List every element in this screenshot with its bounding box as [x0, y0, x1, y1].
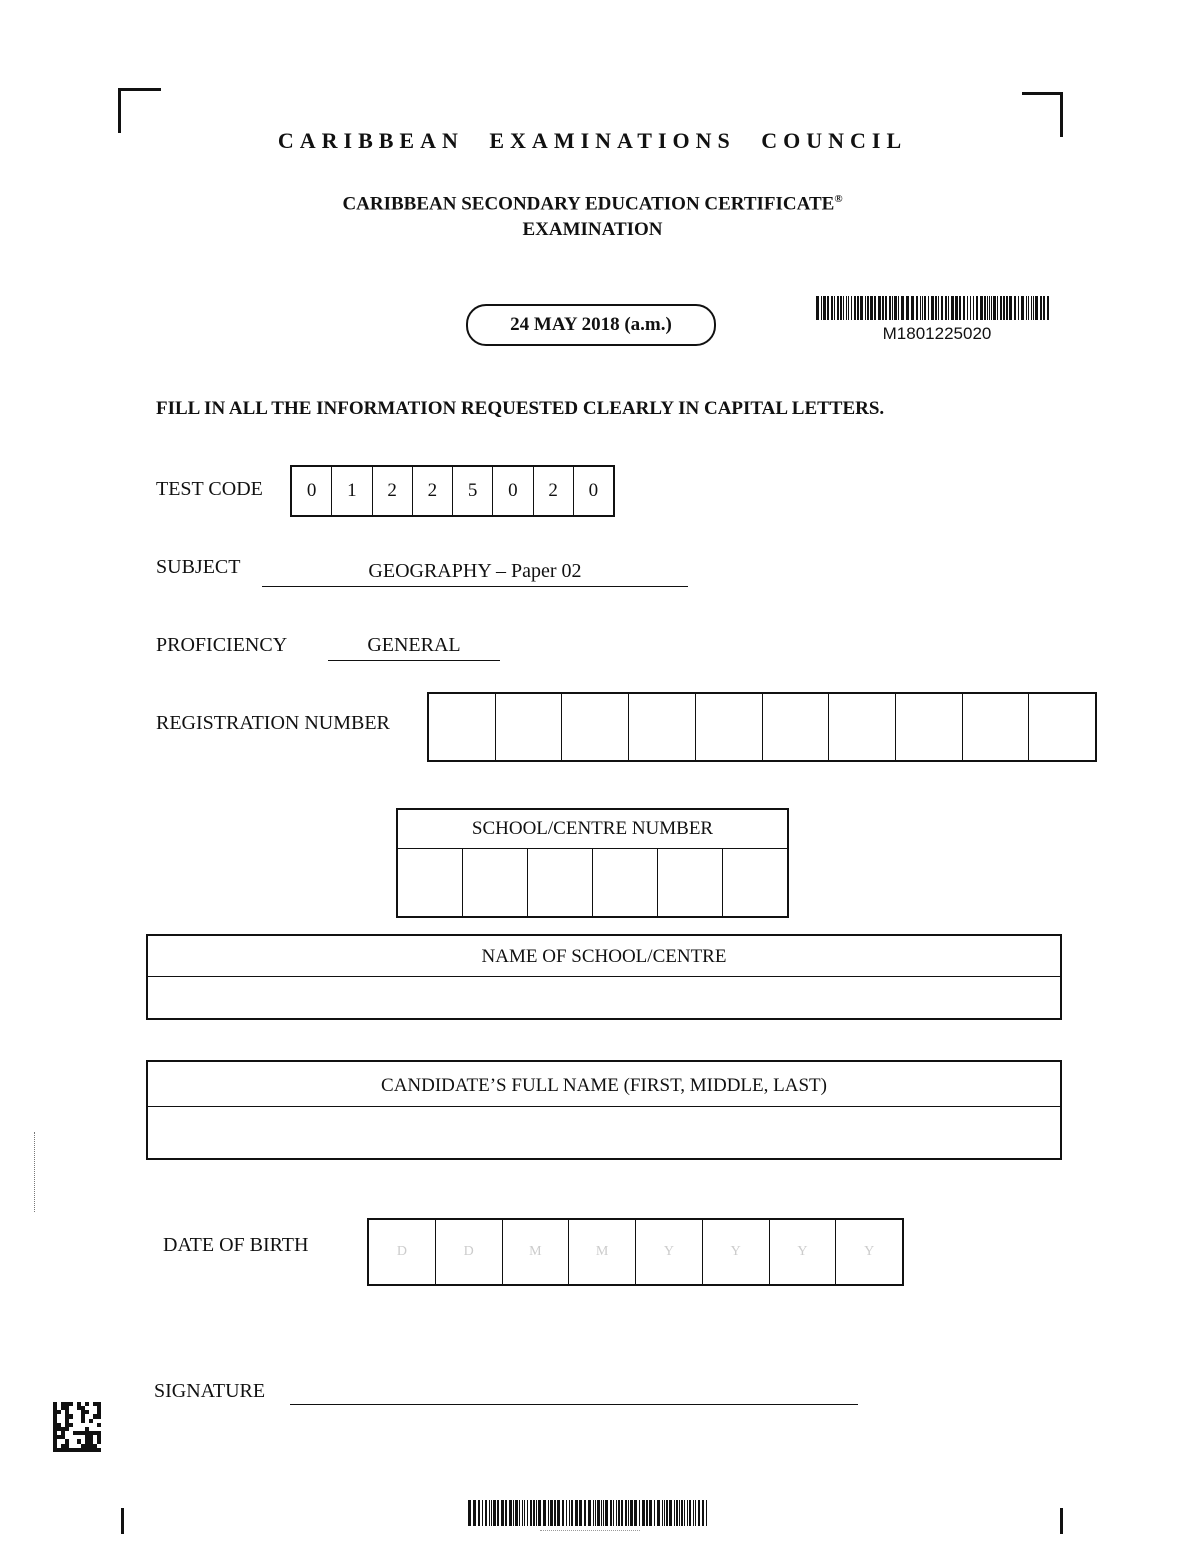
barcode-bar [509, 1500, 512, 1526]
dob-box-month[interactable]: M [569, 1220, 636, 1284]
barcode-bar [843, 296, 844, 320]
margin-dotted-line [34, 1132, 35, 1212]
dob-box-year[interactable]: Y [703, 1220, 770, 1284]
barcode-bar [948, 296, 949, 320]
barcode-bar [894, 296, 897, 320]
barcode-bar [522, 1500, 523, 1526]
barcode-bar [920, 296, 921, 320]
barcode-bar [865, 296, 866, 320]
barcode-bar [867, 296, 869, 320]
test-code-digit: 5 [453, 467, 493, 515]
barcode-bar [610, 1500, 612, 1526]
barcode-bar [1043, 296, 1045, 320]
barcode-bar [695, 1500, 696, 1526]
corner-mark-bottom-right [1060, 1508, 1063, 1534]
barcode-bar [898, 296, 899, 320]
registration-number-label: REGISTRATION NUMBER [156, 712, 390, 734]
barcode-bar [618, 1500, 620, 1526]
barcode-bar [1021, 296, 1024, 320]
barcode-bar [628, 1500, 629, 1526]
school-centre-number-label: SCHOOL/CENTRE NUMBER [398, 810, 787, 849]
barcode-bar [579, 1500, 582, 1526]
school-centre-number-table [396, 808, 789, 918]
certificate-line-1: CARIBBEAN SECONDARY EDUCATION CERTIFICATE [342, 193, 835, 215]
barcode-bar [482, 1500, 483, 1526]
registration-digit-box[interactable] [896, 694, 963, 760]
barcode-bar [536, 1500, 537, 1526]
barcode-bottom-dots [540, 1530, 640, 1531]
barcode-bar [1033, 296, 1034, 320]
test-code-boxes [290, 465, 615, 517]
registration-digit-box[interactable] [496, 694, 563, 760]
barcode-number: M1801225020 [882, 324, 992, 343]
barcode-bar [679, 1500, 680, 1526]
barcode-bar [1006, 296, 1008, 320]
barcode-bottom [468, 1500, 714, 1526]
barcode-bar [548, 1500, 549, 1526]
barcode-bar [821, 296, 822, 320]
dob-box-year[interactable]: Y [636, 1220, 703, 1284]
barcode-bar [963, 296, 965, 320]
barcode-bar [959, 296, 961, 320]
barcode-bar [906, 296, 909, 320]
school-name-label: NAME OF SCHOOL/CENTRE [148, 936, 1060, 977]
barcode-bar [870, 296, 873, 320]
barcode-bar [892, 296, 893, 320]
dob-box-year[interactable]: Y [770, 1220, 837, 1284]
barcode-bar [840, 296, 842, 320]
barcode-bar [816, 296, 819, 320]
corner-mark-bottom-left [121, 1508, 124, 1534]
barcode-bar [689, 1500, 691, 1526]
barcode-bar [1018, 296, 1019, 320]
school-name-field[interactable] [148, 977, 1060, 1019]
barcode-bar [702, 1500, 704, 1526]
school-centre-digit-box[interactable] [658, 849, 723, 917]
barcode-bar [468, 1500, 471, 1526]
barcode-bar [684, 1500, 685, 1526]
barcode-bar [928, 296, 929, 320]
barcode-bar [846, 296, 847, 320]
barcode-bar [987, 296, 988, 320]
barcode-bar [938, 296, 939, 320]
barcode-bar [491, 1500, 492, 1526]
barcode-bar [1009, 296, 1012, 320]
barcode-bar [642, 1500, 645, 1526]
barcode-bar [493, 1500, 496, 1526]
barcode-bar [698, 1500, 700, 1526]
barcode-bar [941, 296, 943, 320]
barcode-bar [837, 296, 839, 320]
barcode-bar [649, 1500, 652, 1526]
barcode-bar [566, 1500, 567, 1526]
barcode-bar [601, 1500, 602, 1526]
barcode-bar [693, 1500, 694, 1526]
barcode-bar [674, 1500, 675, 1526]
council-title: CARIBBEAN EXAMINATIONS COUNCIL [277, 128, 908, 153]
subject-label: SUBJECT [156, 556, 241, 578]
school-centre-digit-box[interactable] [723, 849, 787, 917]
barcode-bar [588, 1500, 591, 1526]
barcode-bar [931, 296, 934, 320]
barcode-bar [945, 296, 947, 320]
test-code-digit: 0 [292, 467, 332, 515]
barcode-bar [575, 1500, 578, 1526]
registration-digit-box[interactable] [763, 694, 830, 760]
barcode-bar [854, 296, 856, 320]
barcode-bar [993, 296, 996, 320]
barcode-bar [616, 1500, 617, 1526]
barcode-bar [538, 1500, 541, 1526]
barcode-bar [554, 1500, 556, 1526]
barcode-bar [1047, 296, 1049, 320]
barcode-bar [584, 1500, 586, 1526]
barcode-bar [970, 296, 971, 320]
dob-box-year[interactable]: Y [864, 1244, 875, 1259]
barcode-bar [519, 1500, 520, 1526]
certificate-line-2: EXAMINATION [522, 219, 663, 241]
barcode-bar [997, 296, 998, 320]
test-code-digit: 2 [534, 467, 574, 515]
barcode-bar [625, 1500, 627, 1526]
barcode-bar [1000, 296, 1002, 320]
barcode-bar [515, 1500, 518, 1526]
proficiency-field[interactable]: GENERAL [328, 634, 500, 661]
barcode-bar [562, 1500, 564, 1526]
barcode-bar [497, 1500, 499, 1526]
barcode-bar [478, 1500, 480, 1526]
barcode-bar [513, 1500, 514, 1526]
barcode-bar [1040, 296, 1042, 320]
barcode-bar [687, 1500, 688, 1526]
barcode-bar [557, 1500, 560, 1526]
barcode-bar [706, 1500, 707, 1526]
barcode-bar [874, 296, 876, 320]
certificate-title [0, 186, 1185, 243]
barcode-bar [676, 1500, 678, 1526]
barcode-bar [984, 296, 986, 320]
barcode-bar [550, 1500, 553, 1526]
candidate-name-label: CANDIDATE’S FULL NAME (FIRST, MIDDLE, LAST) [148, 1062, 1060, 1107]
barcode-bar [831, 296, 833, 320]
barcode-bar [857, 296, 859, 320]
barcode-bar [597, 1500, 600, 1526]
barcode-bar [524, 1500, 525, 1526]
barcode-bar [630, 1500, 633, 1526]
barcode-bar [533, 1500, 535, 1526]
barcode-bar [613, 1500, 614, 1526]
barcode-bar [543, 1500, 546, 1526]
subject-field[interactable]: GEOGRAPHY – Paper 02 [262, 560, 688, 587]
barcode-bar [935, 296, 937, 320]
exam-date-badge [466, 304, 716, 346]
school-centre-digit-box[interactable] [463, 849, 528, 917]
registration-digit-box[interactable] [429, 694, 496, 760]
barcode-bar [489, 1500, 490, 1526]
test-code-digit: 0 [493, 467, 533, 515]
dob-box-month[interactable]: M [503, 1220, 570, 1284]
barcode-bar [664, 1500, 665, 1526]
signature-label: SIGNATURE [154, 1380, 266, 1402]
barcode-bar [505, 1500, 507, 1526]
barcode-bar [1014, 296, 1016, 320]
barcode-bar [666, 1500, 668, 1526]
signature-line[interactable] [290, 1404, 858, 1405]
barcode-bar [654, 1500, 655, 1526]
barcode-bar [1035, 296, 1038, 320]
test-code-label: TEST CODE [156, 478, 263, 500]
school-centre-digit-box[interactable] [593, 849, 658, 917]
barcode-bar [889, 296, 891, 320]
barcode-bar [911, 296, 914, 320]
barcode-bar [901, 296, 904, 320]
barcode-bar [603, 1500, 604, 1526]
date-of-birth-boxes [367, 1218, 904, 1286]
datamatrix-cell [97, 1448, 101, 1452]
registration-digit-box[interactable] [696, 694, 763, 760]
test-code-digit: 1 [332, 467, 372, 515]
barcode-bar [669, 1500, 672, 1526]
registration-digit-box[interactable] [963, 694, 1030, 760]
barcode-bar [834, 296, 835, 320]
date-of-birth-label: DATE OF BIRTH [163, 1234, 309, 1256]
test-code-digit: 0 [588, 480, 599, 501]
barcode-bar [1003, 296, 1005, 320]
barcode-top [816, 296, 1052, 320]
barcode-bar [882, 296, 884, 320]
barcode-bar [657, 1500, 660, 1526]
barcode-bar [621, 1500, 623, 1526]
corner-mark-top-left [118, 88, 161, 133]
datamatrix-code-icon [53, 1402, 101, 1452]
exam-date: 24 MAY 2018 (a.m.) [510, 314, 672, 335]
barcode-bar [1028, 296, 1029, 320]
barcode-bar [569, 1500, 570, 1526]
school-centre-number-boxes [398, 849, 787, 917]
barcode-bar [860, 296, 863, 320]
barcode-bar [639, 1500, 640, 1526]
barcode-bar [885, 296, 887, 320]
registration-digit-box[interactable] [562, 694, 629, 760]
candidate-name-table [146, 1060, 1062, 1160]
barcode-bar [473, 1500, 476, 1526]
registration-digit-box[interactable] [829, 694, 896, 760]
barcode-bar [662, 1500, 663, 1526]
barcode-bar [605, 1500, 608, 1526]
barcode-bar [980, 296, 983, 320]
dob-box-day[interactable]: D [436, 1220, 503, 1284]
barcode-bar [485, 1500, 487, 1526]
instruction-text: FILL IN ALL THE INFORMATION REQUESTED CLEARLY IN CAPITAL LETTERS. [156, 398, 885, 419]
school-centre-digit-box[interactable] [398, 849, 463, 917]
test-code-digit: 2 [373, 467, 413, 515]
barcode-bar [973, 296, 974, 320]
proficiency-label: PROFICIENCY [156, 634, 288, 656]
barcode-bar [976, 296, 978, 320]
barcode-bar [955, 296, 958, 320]
barcode-bar [924, 296, 926, 320]
barcode-bar [646, 1500, 648, 1526]
barcode-bar [823, 296, 826, 320]
barcode-bar [527, 1500, 528, 1526]
test-code-digit: 2 [413, 467, 453, 515]
barcode-bar [916, 296, 918, 320]
barcode-bar [634, 1500, 637, 1526]
barcode-bar [848, 296, 849, 320]
barcode-bar [571, 1500, 573, 1526]
barcode-bar [951, 296, 954, 320]
barcode-bar [1026, 296, 1027, 320]
registration-number-boxes [427, 692, 1097, 762]
registration-digit-box[interactable] [1029, 694, 1095, 760]
barcode-bar [827, 296, 829, 320]
barcode-bar [878, 296, 881, 320]
dob-box-day[interactable]: D [369, 1220, 436, 1284]
barcode-bar [681, 1500, 683, 1526]
barcode-bar [1031, 296, 1032, 320]
barcode-bar [989, 296, 990, 320]
school-centre-digit-box[interactable] [528, 849, 593, 917]
school-name-table [146, 934, 1062, 1020]
barcode-bar [991, 296, 992, 320]
registered-mark: ® [834, 193, 843, 205]
candidate-name-field[interactable] [148, 1107, 1060, 1159]
registration-digit-box[interactable] [629, 694, 696, 760]
barcode-bar [967, 296, 968, 320]
barcode-bar [595, 1500, 596, 1526]
barcode-bar [501, 1500, 504, 1526]
barcode-bar [593, 1500, 594, 1526]
barcode-bar [851, 296, 852, 320]
barcode-bar [530, 1500, 532, 1526]
barcode-bar [922, 296, 923, 320]
